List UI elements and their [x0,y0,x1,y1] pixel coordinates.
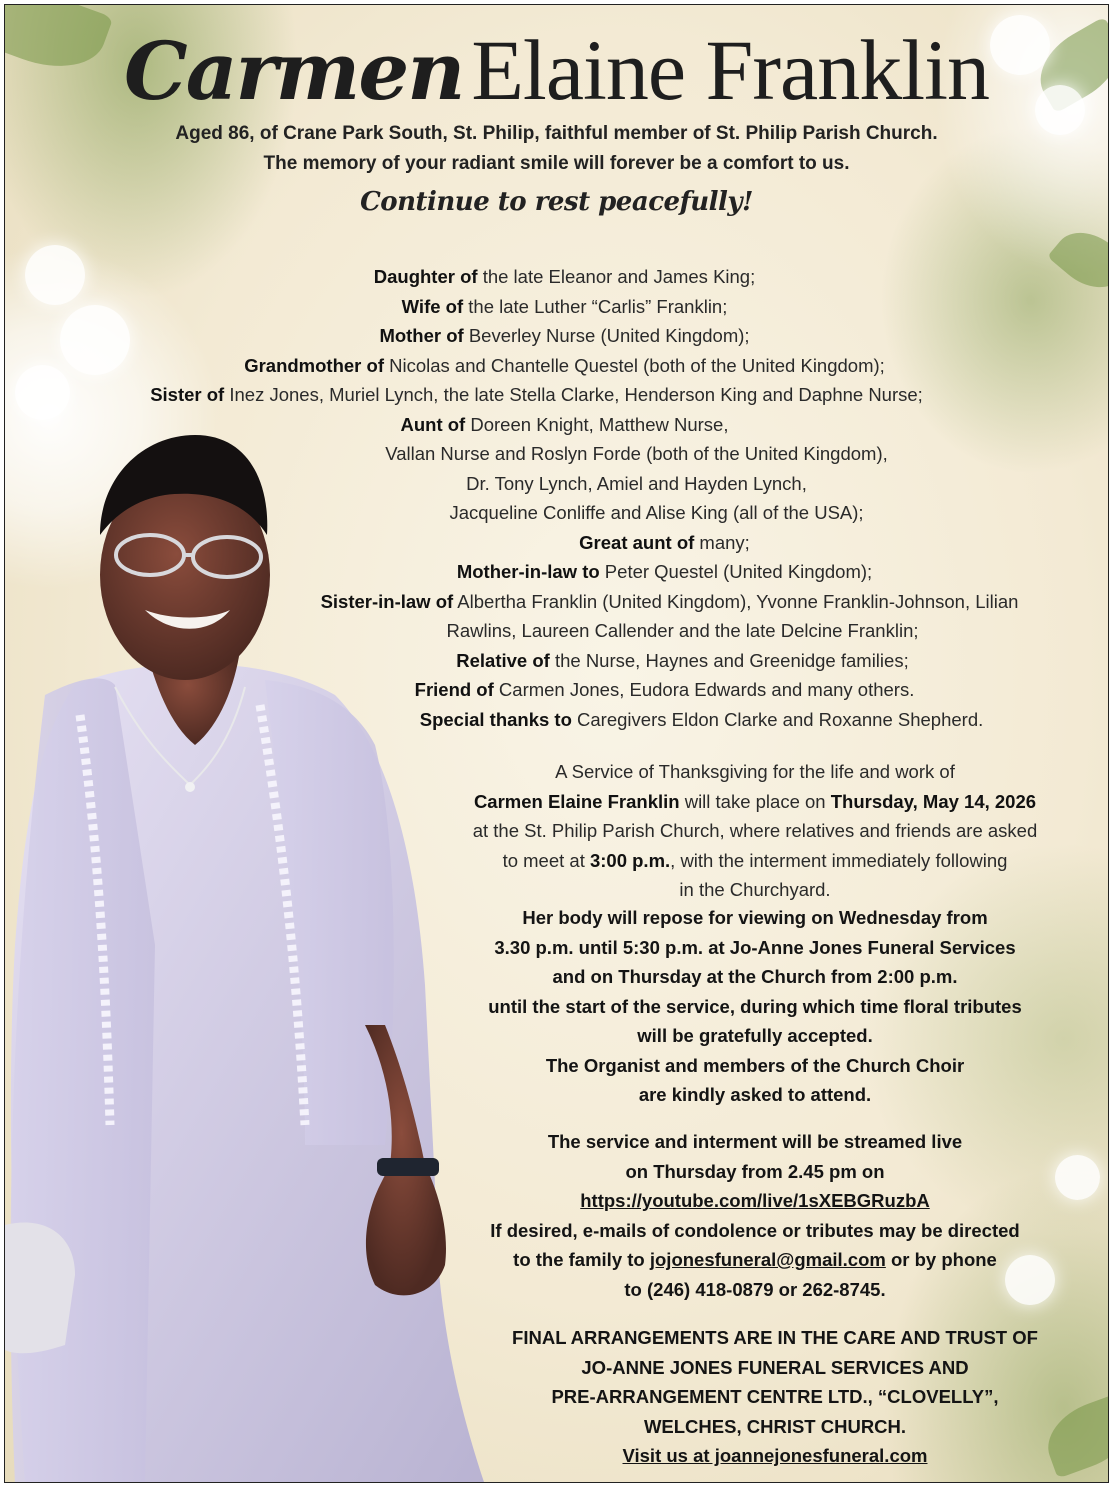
viewing-line: Her body will repose for viewing on Wednesday from [522,907,988,928]
relation-row [5,705,1108,735]
final-line: FINAL ARRANGEMENTS ARE IN THE CARE AND TRUST OF [512,1327,1038,1348]
relation-row [5,675,1108,705]
stream-details [425,1127,1085,1304]
relation-text: Carmen Jones, Eudora Edwards and many others. [493,679,915,700]
deceased-name [5,22,1108,118]
website-link[interactable]: Visit us at joannejonesfuneral.com [622,1445,928,1466]
relation-row [5,351,1108,381]
obituary-header [5,22,1108,217]
service-text: will take place on [679,790,831,812]
relation-label: Wife of [401,295,464,317]
stream-line: on Thursday from 2.45 pm on [625,1160,885,1182]
service-intro: A Service of Thanksgiving for the life and work of [555,761,955,782]
relation-row [5,321,1108,351]
contact-line [425,1245,1085,1275]
relation-label: Mother of [379,325,464,346]
relation-row [5,410,1108,440]
service-interment: in the Churchyard. [679,879,831,900]
service-details [425,757,1085,905]
relation-text: Nicolas and Chantelle Questel (both of the United Kingdom); [383,354,885,376]
contact-text: or by phone [885,1249,997,1270]
first-name: Carmen [124,24,464,118]
age-residence-line: Aged 86, of Crane Park South, St. Philip, faithful member of St. Philip Parish Church. [175,123,938,144]
relation-text: Vallan Nurse and Roslyn Forde (both of the United Kingdom), [385,443,888,464]
memory-line: The memory of your radiant smile will forever be a comfort to us. [263,153,850,174]
relation-text: the late Luther “Carlis” Franklin; [463,295,728,317]
relation-text: Peter Questel (United Kingdom); [599,561,873,582]
service-time-line [425,846,1085,876]
final-line: PRE-ARRANGEMENT CENTRE LTD., “CLOVELLY”, [551,1386,999,1407]
service-time: 3:00 p.m. [589,849,671,871]
relation-label: Grandmother of [244,354,384,376]
relation-text: the Nurse, Haynes and Greenidge families; [549,649,909,671]
relation-text: Jacqueline Conliffe and Alise King (all of the USA); [449,502,864,523]
relation-row [5,557,1108,587]
relation-label: Aunt of [400,413,466,435]
relation-row [5,292,1108,322]
relation-row [5,646,1108,676]
service-name: Carmen Elaine Franklin [473,790,680,812]
final-line: JO-ANNE JONES FUNERAL SERVICES AND [581,1356,969,1378]
relation-row [5,587,1108,617]
relation-label: Mother-in-law to [456,561,600,582]
relation-text: Caregivers Eldon Clarke and Roxanne Shepherd. [571,708,984,730]
stream-line: The service and interment will be streamed live [547,1131,963,1152]
relation-label: Sister of [150,384,225,405]
relations-list [5,262,1108,734]
email-link[interactable]: jojonesfuneral@gmail.com [649,1249,886,1270]
relation-label: Great aunt of [579,531,695,553]
relation-row [5,380,1108,410]
rest-peacefully-line: Continue to rest peacefully! [360,187,753,217]
relation-label: Friend of [414,679,494,700]
relation-text: the late Eleanor and James King; [477,266,756,287]
viewing-line: will be gratefully accepted. [637,1025,873,1046]
service-text: to meet at [502,849,590,871]
condolence-line: If desired, e-mails of condolence or tributes may be directed [490,1219,1020,1241]
relation-text: Dr. Tony Lynch, Amiel and Hayden Lynch, [466,472,807,494]
contact-text: to the family to [513,1249,650,1270]
viewing-line: 3.30 p.m. until 5:30 p.m. at Jo-Anne Jones Funeral Services [494,936,1016,958]
relation-row [5,528,1108,558]
service-date-line [425,787,1085,817]
obituary-page [4,4,1109,1483]
middle-last-name: Elaine Franklin [471,22,989,118]
viewing-line: until the start of the service, during which time floral tributes [488,995,1022,1017]
service-location: at the St. Philip Parish Church, where relatives and friends are asked [472,820,1038,841]
relation-label: Daughter of [373,266,478,287]
final-arrangements [445,1323,1105,1471]
relation-text: Beverley Nurse (United Kingdom); [463,325,750,346]
viewing-line: The Organist and members of the Church Choir [545,1054,965,1076]
viewing-details [425,903,1085,1110]
relation-text: Doreen Knight, Matthew Nurse, [465,413,729,435]
relation-label: Relative of [456,649,550,671]
relation-label: Sister-in-law of [320,590,454,612]
youtube-stream-link[interactable]: https://youtube.com/live/1sXEBGRuzbA [580,1190,930,1211]
viewing-line: and on Thursday at the Church from 2:00 p.m. [552,966,958,987]
relation-row [5,262,1108,292]
relation-row [5,498,1108,528]
relation-text: many; [694,531,750,553]
relation-row [5,469,1108,499]
relation-text: Rawlins, Laureen Callender and the late Delcine Franklin; [446,620,919,641]
relation-row [5,616,1108,646]
relation-text: Inez Jones, Muriel Lynch, the late Stella Clarke, Henderson King and Daphne Nurse; [224,384,923,405]
final-line: WELCHES, CHRIST CHURCH. [643,1415,907,1437]
relation-row [5,439,1108,469]
relation-text: Albertha Franklin (United Kingdom), Yvonne Franklin-Johnson, Lilian [453,590,1019,612]
service-text: , with the interment immediately following [670,849,1008,871]
relation-label: Special thanks to [419,708,572,730]
phone-line: to (246) 418-0879 or 262-8745. [624,1278,886,1300]
service-date: Thursday, May 14, 2026 [830,790,1037,812]
viewing-line: are kindly asked to attend. [638,1084,872,1105]
